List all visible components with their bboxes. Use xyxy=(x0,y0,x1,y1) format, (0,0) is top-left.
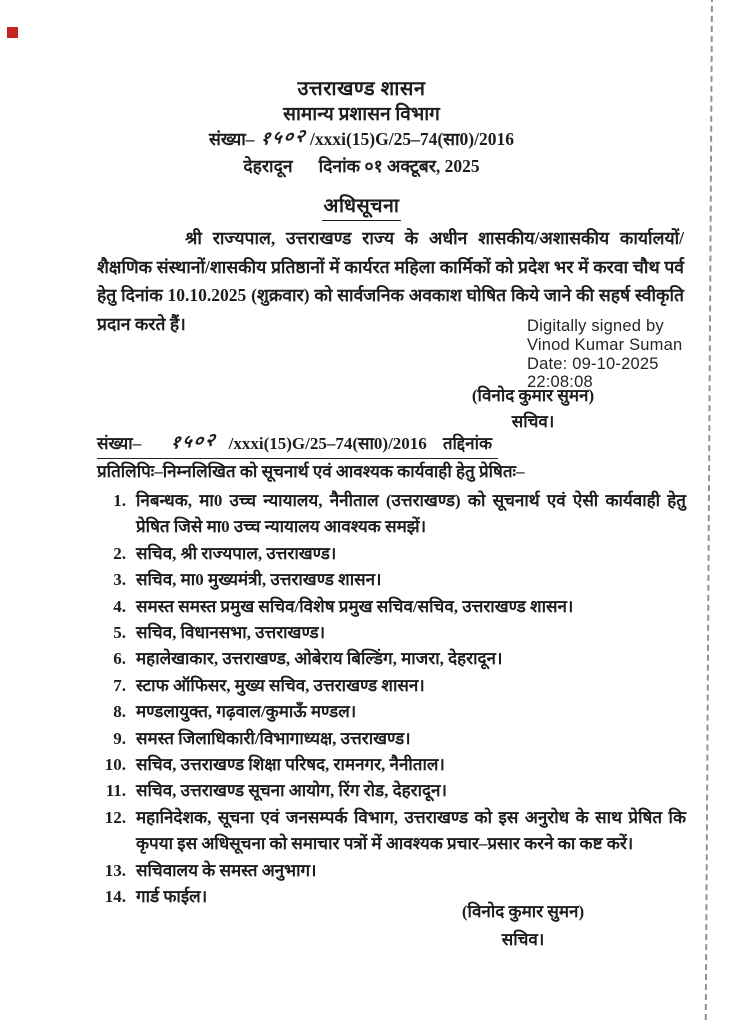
list-item xyxy=(104,805,686,858)
list-item xyxy=(104,594,686,620)
body-text-2: हेतु दिनांक xyxy=(97,285,168,306)
list-item-number: 12. xyxy=(104,807,126,827)
red-stamp-mark xyxy=(7,27,18,38)
list-item xyxy=(104,488,686,541)
list-item-text: गार्ड फाईल। xyxy=(136,887,208,907)
list-item-number: 8. xyxy=(113,702,126,722)
list-item-text: सचिव, उत्तराखण्ड सूचना आयोग, रिंग रोड, देहरादून। xyxy=(136,781,447,801)
list-item xyxy=(104,541,686,567)
list-item-number: 10. xyxy=(104,755,126,775)
list-item-number: 14. xyxy=(104,887,126,907)
body-bold-festival: करवा चौथ पर्व xyxy=(593,256,684,277)
list-item-number: 9. xyxy=(113,728,126,748)
body-bold-date: 10.10.2025 (शुक्रवार) xyxy=(167,285,310,306)
copy-number-line xyxy=(97,431,498,459)
list-item-number: 11. xyxy=(105,781,126,801)
date-label: दिनांक xyxy=(318,156,361,176)
list-item-text: समस्त समस्त प्रमुख सचिव/विशेष प्रमुख सचिव/सचिव, उत्तराखण्ड शासन। xyxy=(136,596,574,616)
place: देहरादून xyxy=(243,156,293,176)
footer-signatory-block xyxy=(438,898,608,954)
list-item-text: स्टाफ ऑफिसर, मुख्य सचिव, उत्तराखण्ड शासन। xyxy=(136,675,425,695)
digital-signature-line3: Date: 09-10-2025 xyxy=(527,354,659,373)
letter-number-rest: /xxxi(15)G/25–74(सा0)/2016 xyxy=(309,129,514,149)
digital-signature-line2: Vinod Kumar Suman xyxy=(527,335,683,354)
list-item-number: 5. xyxy=(113,623,126,643)
footer-signatory-name: (विनोद कुमार सुमन) xyxy=(461,902,585,921)
list-item-text: सचिवालय के समस्त अनुभाग। xyxy=(136,860,317,880)
signatory-designation: सचिव। xyxy=(511,412,555,431)
copy-number-rest: /xxxi(15)G/25–74(सा0)/2016 xyxy=(228,434,427,453)
notification-title-wrap xyxy=(0,191,723,221)
list-item xyxy=(104,752,686,778)
distribution-list xyxy=(104,488,686,911)
letter-number-line xyxy=(0,127,723,151)
body-text-1: श्री राज्यपाल, उत्तराखण्ड राज्य के अधीन शासकीय/अशासकीय कार्यालयों/शैक्षणिक संस्थानों/शासकीय प्रतिष्ठानों में कार्यरत महिला कार्मिकों को प्रदेश भर में xyxy=(97,228,684,277)
digital-signature-line4: 22:08:08 xyxy=(527,373,593,392)
copy-intro-line: प्रतिलिपिः–निम्नलिखित को सूचनार्थ एवं आवश्यक कार्यवाही हेतु प्रेषितः– xyxy=(97,462,525,481)
list-item xyxy=(104,673,686,699)
letter-number-prefix: संख्या– xyxy=(209,129,255,149)
list-item xyxy=(104,620,686,646)
list-item-text: निबन्धक, मा0 उच्च न्यायालय, नैनीताल (उत्तराखण्ड) को सूचनार्थ एवं ऐसी कार्यवाही हेतु प्रेषित जिसे मा0 उच्च न्यायालय आवश्यक समझें। xyxy=(136,491,686,537)
copy-number-prefix: संख्या– xyxy=(97,434,142,453)
list-item-number: 13. xyxy=(104,860,126,880)
government-name: उत्तराखण्ड शासन xyxy=(297,78,426,100)
list-item xyxy=(104,726,686,752)
list-item-text: सचिव, उत्तराखण्ड शिक्षा परिषद, रामनगर, नैनीताल। xyxy=(136,755,445,775)
list-item-number: 1. xyxy=(113,491,126,510)
body-text-3: को सार्वजनिक अवकाश घोषित किये जाने की सहर्ष स्वीकृति प्रदान करते हैं। xyxy=(97,285,685,334)
list-item-number: 3. xyxy=(113,570,126,590)
list-item-number: 6. xyxy=(113,649,126,669)
letter-number-handwritten: १५०२ xyxy=(258,125,308,150)
list-item xyxy=(104,699,686,725)
copy-number-underlined xyxy=(97,431,498,459)
list-item-number: 2. xyxy=(113,543,126,563)
place-date-line xyxy=(0,154,723,178)
list-item xyxy=(104,567,686,593)
list-item xyxy=(104,778,686,804)
copy-number-suffix: तद्दिनांक xyxy=(442,434,493,453)
list-item-text: महालेखाकार, उत्तराखण्ड, ओबेराय बिल्डिंग, माजरा, देहरादून। xyxy=(136,649,503,669)
digital-signature-line1: Digitally signed by xyxy=(527,317,664,335)
list-item-text: सचिव, श्री राज्यपाल, उत्तराखण्ड। xyxy=(136,543,337,563)
list-item-number: 4. xyxy=(113,596,126,616)
list-item-number: 7. xyxy=(113,675,126,695)
list-item-text: सचिव, मा0 मुख्यमंत्री, उत्तराखण्ड शासन। xyxy=(136,570,382,590)
digital-signature-block xyxy=(527,317,751,392)
signatory-block xyxy=(448,383,618,435)
copy-number-handwritten: १५०२ xyxy=(169,429,219,454)
list-item xyxy=(104,646,686,672)
footer-signatory-designation: सचिव। xyxy=(501,930,545,949)
date-value: ०१ अक्टूबर, 2025 xyxy=(364,156,480,176)
list-item-text: सचिव, विधानसभा, उत्तराखण्ड। xyxy=(136,623,326,643)
signatory-name: (विनोद कुमार सुमन) xyxy=(471,386,595,405)
list-item xyxy=(104,858,686,884)
list-item-text: मण्डलायुक्त, गढ़वाल/कुमाऊँ मण्डल। xyxy=(136,702,357,722)
list-item-text: महानिदेशक, सूचना एवं जनसम्पर्क विभाग, उत्तराखण्ड को इस अनुरोध के साथ प्रेषित कि कृपया इस अधिसूचना को समाचार पत्रों में आवश्यक प्रचार–प्रसार करने का कष्ट करें। xyxy=(136,807,686,854)
notification-title: अधिसूचना xyxy=(322,191,402,221)
department-name: सामान्य प्रशासन विभाग xyxy=(283,104,440,125)
list-item-text: समस्त जिलाधिकारी/विभागाध्यक्ष, उत्तराखण्ड। xyxy=(136,728,411,748)
